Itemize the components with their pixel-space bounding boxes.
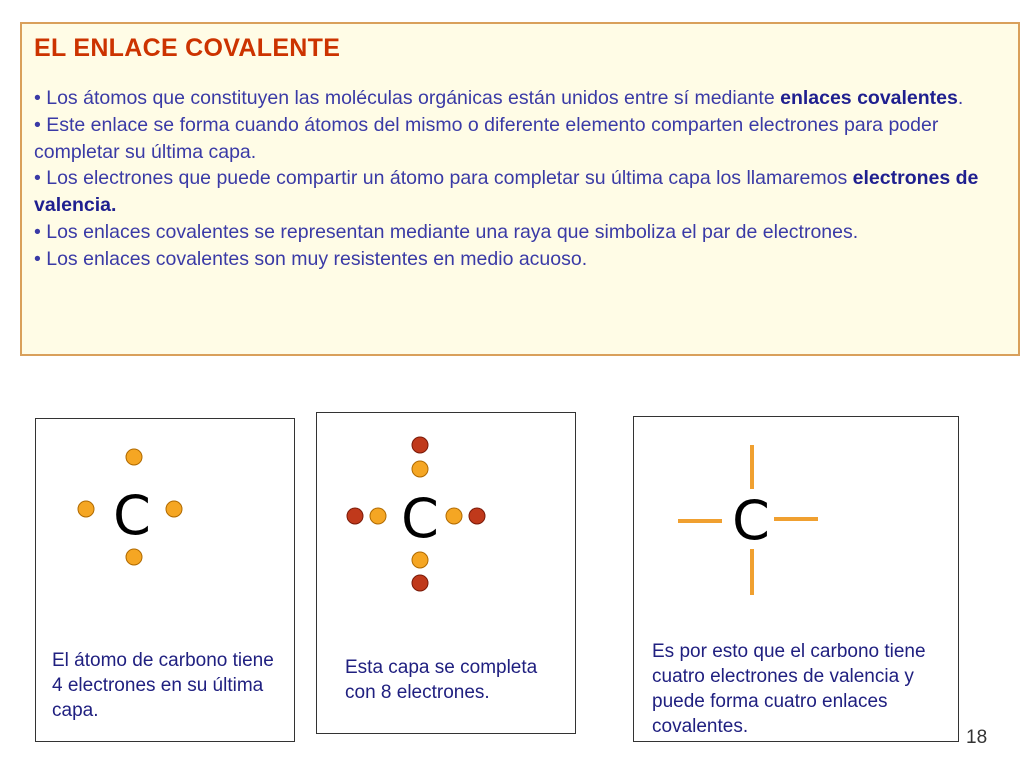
electron-dot	[370, 508, 386, 524]
lewis-diagram-four-electrons	[36, 419, 294, 639]
electron-dot	[446, 508, 462, 524]
text-box	[20, 22, 1020, 356]
electron-dot	[412, 552, 428, 568]
bullet-list	[34, 85, 1018, 273]
electron-dot	[78, 501, 94, 517]
panel-caption: Esta capa se completa con 8 electrones.	[345, 657, 538, 703]
shared-electron-dot	[347, 508, 363, 524]
electron-dot	[412, 461, 428, 477]
bullet-item: • Los enlaces covalentes son muy resistentes en medio acuoso.	[34, 247, 588, 270]
slide-title: EL ENLACE COVALENTE	[34, 34, 341, 62]
bullet-item: • Los electrones que puede compartir un átomo para completar su última capa los llamaremos electrones de valencia.	[34, 167, 979, 217]
lewis-diagram-eight-electrons	[317, 413, 575, 633]
shared-electron-dot	[412, 437, 428, 453]
carbon-symbol: C	[732, 489, 770, 552]
carbon-symbol: C	[401, 487, 439, 550]
bullet-item: • Los enlaces covalentes se representan mediante una raya que simboliza el par de electrones.	[34, 220, 859, 243]
page-number: 18	[966, 727, 988, 748]
electron-dot	[126, 549, 142, 565]
carbon-symbol: C	[113, 484, 151, 547]
shared-electron-dot	[469, 508, 485, 524]
bullet-item: • Los átomos que constituyen las moléculas orgánicas están unidos entre sí mediante enlaces covalentes.	[34, 87, 964, 109]
panel-caption: El átomo de carbono tiene 4 electrones en su última capa.	[52, 650, 274, 721]
electron-dot	[126, 449, 142, 465]
electron-dot	[166, 501, 182, 517]
bond-diagram	[634, 417, 958, 627]
bullet-item: • Este enlace se forma cuando átomos del mismo o diferente elemento comparten electrones para poder completar su última capa.	[34, 113, 939, 163]
panel-caption: Es por esto que el carbono tiene cuatro electrones de valencia y puede forma cuatro enlaces covalentes.	[652, 641, 926, 737]
panel-four-electrons	[35, 418, 295, 742]
shared-electron-dot	[412, 575, 428, 591]
panel-four-bonds	[633, 416, 959, 742]
panel-eight-electrons	[316, 412, 576, 734]
